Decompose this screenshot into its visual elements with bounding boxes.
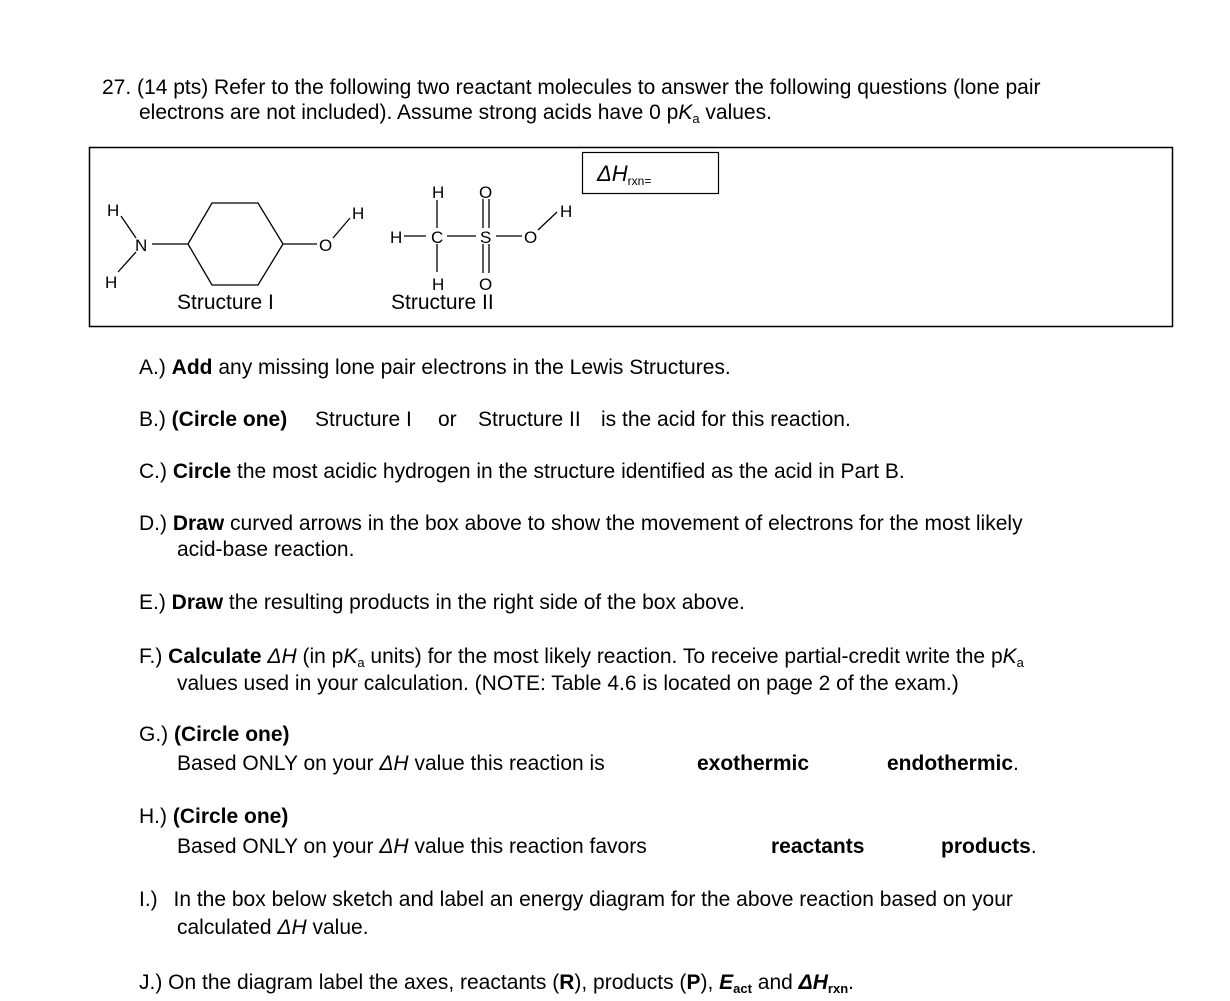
part-f-line2: values used in your calculation. (NOTE: Table 4.6 is located on page 2 of the exam.): [177, 672, 959, 695]
atom-n: N: [135, 236, 148, 255]
part-b-rest: is the acid for this reaction.: [601, 408, 851, 431]
question-header-line1: 27. (14 pts) Refer to the following two reactant molecules to answer the following questions (lone pair: [102, 76, 1041, 99]
option-products[interactable]: products.: [941, 835, 1037, 858]
option-endothermic[interactable]: endothermic.: [887, 752, 1019, 775]
atom-o: O: [524, 228, 538, 247]
atom-o: O: [479, 183, 493, 202]
atom-h: H: [432, 275, 445, 294]
part-g: G.) (Circle one): [139, 723, 290, 746]
structure-2-label: Structure II: [391, 291, 494, 314]
part-f: F.) Calculate ΔH (in $pK_a$ units) for the most likely reaction. To receive partial-credit write the $pK_a$: [139, 645, 1024, 670]
atom-s: S: [480, 228, 492, 247]
part-b-prefix: B.) (Circle one): [139, 408, 288, 431]
option-structure-2[interactable]: Structure II: [478, 408, 581, 431]
structure-1-molecule: [118, 203, 350, 285]
part-h: H.) (Circle one): [139, 805, 289, 828]
option-reactants[interactable]: reactants: [771, 835, 865, 858]
part-j: J.) On the diagram label the axes, reactants (R), products (P), $E_{act}$ and $\Delta H_{rxn}$.: [139, 971, 854, 996]
part-c: C.) Circle the most acidic hydrogen in the structure identified as the acid in Part B.: [139, 460, 905, 483]
option-structure-1[interactable]: Structure I: [315, 408, 412, 431]
dh-rxn-label: $\Delta H_{rxn=}$: [597, 161, 652, 188]
part-e: E.) Draw the resulting products in the right side of the box above.: [139, 591, 745, 614]
atom-h: H: [352, 204, 365, 223]
part-g-line2: Based ONLY on your ΔH value this reaction is: [177, 752, 605, 775]
part-b-or: or: [438, 408, 457, 431]
atom-h: H: [105, 273, 118, 292]
part-i: I.) In the box below sketch and label an energy diagram for the above reaction based on your: [139, 888, 1013, 911]
atom-h: H: [390, 228, 403, 247]
atom-o: O: [479, 275, 493, 294]
atom-h: H: [107, 201, 120, 220]
part-h-line2: Based ONLY on your ΔH value this reaction favors: [177, 835, 647, 858]
part-i-line2: calculated ΔH value.: [177, 916, 369, 939]
atom-c: C: [431, 228, 444, 247]
atom-h: H: [560, 202, 573, 221]
part-d: D.) Draw curved arrows in the box above to show the movement of electrons for the most likely: [139, 512, 1023, 535]
question-header-line2: electrons are not included). Assume strong acids have 0 $pK_a$ values.: [139, 101, 772, 126]
atom-o: O: [319, 236, 333, 255]
structure-1-label: Structure I: [177, 291, 274, 314]
part-d-line2: acid-base reaction.: [177, 538, 355, 561]
option-exothermic[interactable]: exothermic: [697, 752, 810, 775]
atom-h: H: [432, 183, 445, 202]
part-a: A.) Add any missing lone pair electrons in the Lewis Structures.: [139, 356, 731, 379]
